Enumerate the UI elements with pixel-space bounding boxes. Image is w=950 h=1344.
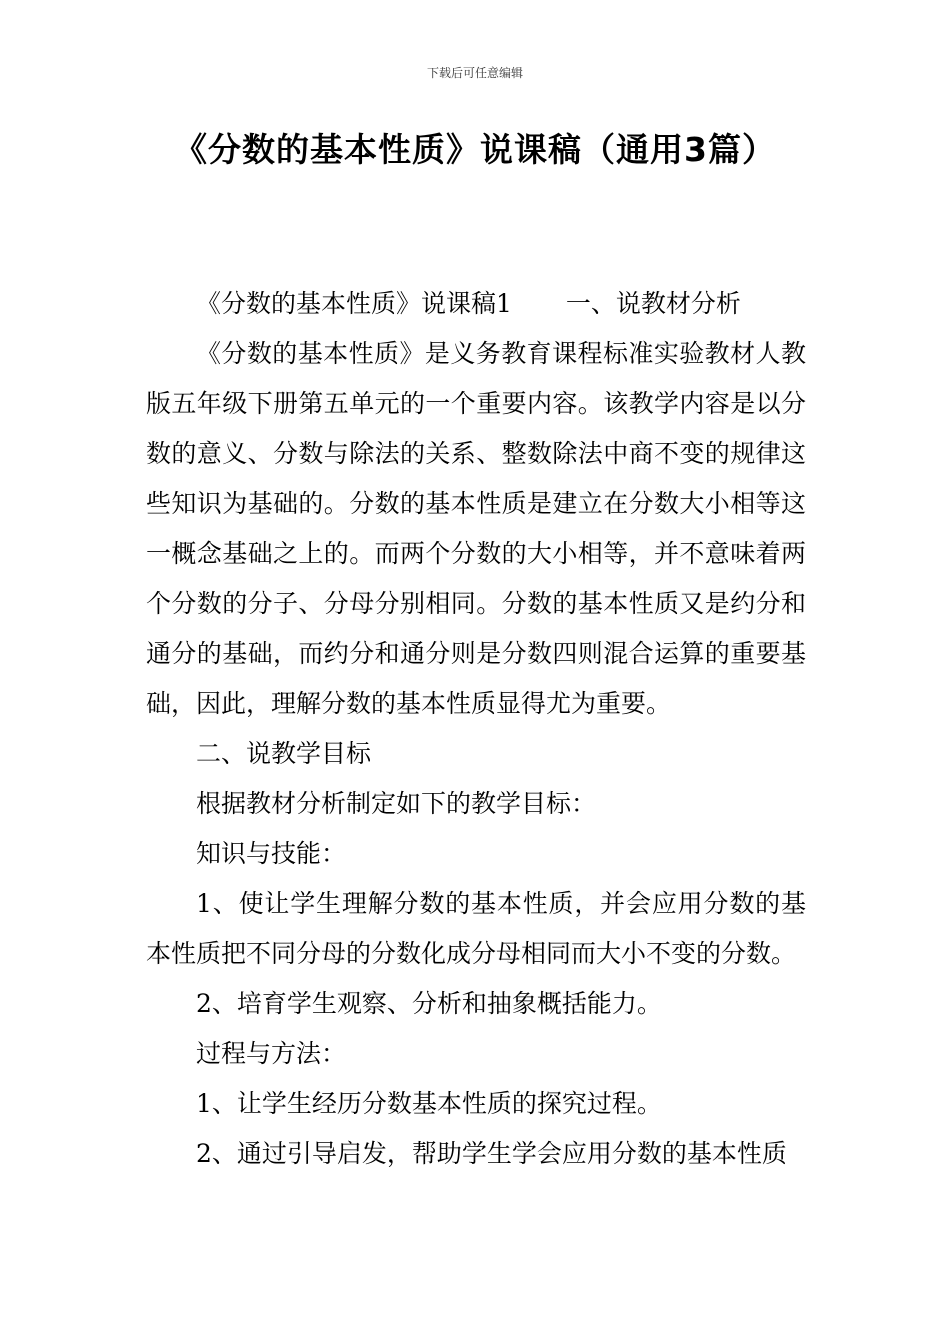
paragraph-process-methods: 过程与方法： [196, 1039, 347, 1068]
section-heading-left: 《分数的基本性质》说课稿1 [196, 289, 512, 318]
paragraph-teaching-goals-heading: 二、说教学目标 [196, 739, 372, 768]
document-body [146, 279, 806, 1179]
header-note: 下载后可任意编辑 [426, 66, 523, 80]
paragraph-knowledge-skills: 知识与技能： [196, 839, 347, 868]
paragraph-goal-1: 1、使让学生理解分数的基本性质，并会应用分数的基本性质把不同分母的分数化成分母相同而大小不变的分数。 [146, 889, 806, 968]
paragraph-process-2: 2、通过引导启发，帮助学生学会应用分数的基本性质 [196, 1139, 787, 1168]
section-heading-right: 一、说教材分析 [565, 289, 741, 318]
paragraph-goal-2: 2、培育学生观察、分析和抽象概括能力。 [196, 989, 662, 1018]
paragraph-process-1: 1、让学生经历分数基本性质的探究过程。 [196, 1089, 662, 1118]
paragraph-goals-intro: 根据教材分析制定如下的教学目标： [196, 789, 597, 818]
section-heading [146, 279, 806, 329]
paragraph-textbook-analysis: 《分数的基本性质》是义务教育课程标准实验教材人教版五年级下册第五单元的一个重要内容。该教学内容是以分数的意义、分数与除法的关系、整数除法中商不变的规律这些知识为基础的。分数的基本性质是建立在分数大小相等这一概念基础之上的。而两个分数的大小相等，并不意味着两个分数的分子、分母分别相同。分数的基本性质又是约分和通分的基础，而约分和通分则是分数四则混合运算的重要基础，因此，理解分数的基本性质显得尤为重要。 [146, 339, 806, 718]
document-title: 《分数的基本性质》说课稿（通用3篇） [174, 130, 776, 169]
